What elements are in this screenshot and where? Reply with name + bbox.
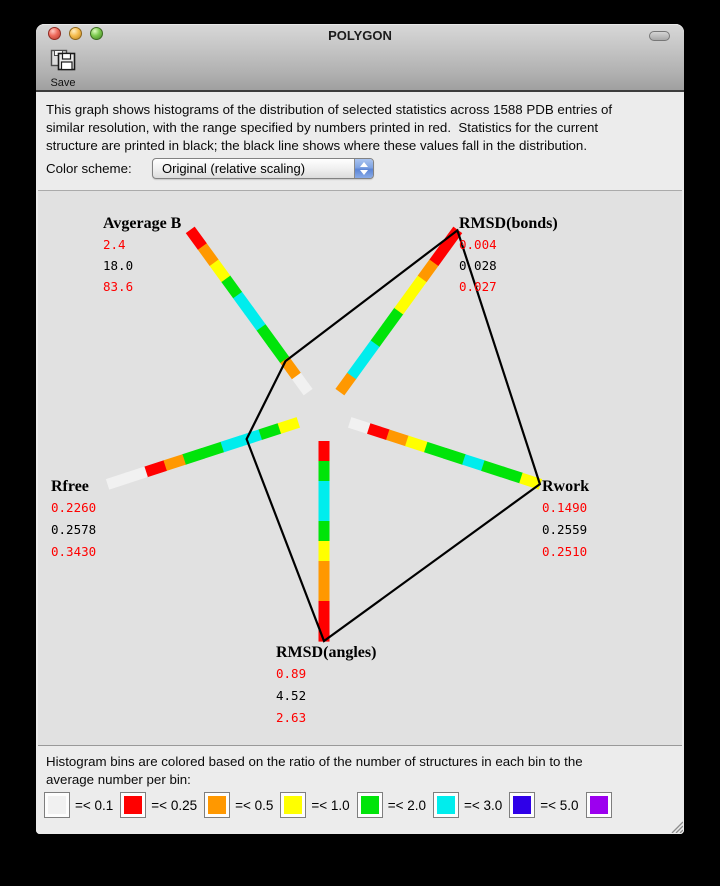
zoom-button[interactable] bbox=[90, 27, 103, 40]
polygon-chart bbox=[38, 190, 682, 746]
axis-current-value: 0.2559 bbox=[542, 522, 588, 537]
axis-max-value: 0.3430 bbox=[51, 544, 97, 559]
legend-row bbox=[44, 792, 612, 818]
save-button[interactable] bbox=[44, 48, 82, 89]
legend-label-1: =< 0.1 bbox=[75, 797, 114, 813]
axis-current-value: 4.52 bbox=[276, 688, 307, 703]
histogram-segment bbox=[106, 473, 129, 490]
legend-label-2: =< 0.25 bbox=[151, 797, 198, 813]
legend-swatch-5 bbox=[357, 792, 383, 818]
legend-description-line-2: average number per bin: bbox=[46, 772, 191, 787]
axis-label: Rfree bbox=[51, 478, 89, 495]
resize-grip[interactable] bbox=[669, 819, 683, 833]
color-scheme-selected-value: Original (relative scaling) bbox=[162, 161, 306, 176]
axis-block-rfree bbox=[51, 478, 97, 559]
axis-label: Rwork bbox=[542, 478, 590, 495]
histogram-segment bbox=[319, 501, 330, 522]
polygon-window bbox=[36, 24, 684, 834]
histogram-segment bbox=[201, 442, 224, 459]
histogram-segment bbox=[481, 460, 504, 477]
window-header bbox=[36, 24, 684, 92]
description-panel bbox=[36, 94, 684, 190]
histogram-segment bbox=[319, 601, 330, 622]
legend-swatch-2 bbox=[120, 792, 146, 818]
histogram-segment bbox=[319, 441, 330, 462]
axis-block-rmsd-angles- bbox=[276, 644, 377, 725]
legend-label-5: =< 2.0 bbox=[387, 797, 426, 813]
axis-current-value: 0.028 bbox=[459, 258, 497, 273]
save-floppy-icon bbox=[49, 48, 77, 77]
chart-canvas bbox=[38, 191, 682, 747]
histogram-segment bbox=[424, 442, 447, 459]
legend-swatch-1 bbox=[44, 792, 70, 818]
histogram-segment bbox=[319, 521, 330, 542]
axis-label: RMSD(bonds) bbox=[459, 215, 558, 232]
histogram-segment bbox=[125, 467, 148, 484]
legend-panel bbox=[36, 746, 684, 834]
close-button[interactable] bbox=[48, 27, 61, 40]
legend-label-3: =< 0.5 bbox=[235, 797, 274, 813]
histogram-segment bbox=[386, 429, 409, 446]
legend-swatch-7 bbox=[509, 792, 535, 818]
histogram-segment bbox=[144, 460, 167, 477]
description-line-1: This graph shows histograms of the distribution of selected statistics across 1588 PDB entries of bbox=[46, 102, 613, 117]
histogram-segment bbox=[405, 436, 428, 453]
axis-label: RMSD(angles) bbox=[276, 644, 377, 661]
legend-swatch-3 bbox=[204, 792, 230, 818]
histogram-segment bbox=[319, 541, 330, 562]
color-scheme-label: Color scheme: bbox=[46, 161, 132, 176]
toolbar-toggle-button[interactable] bbox=[649, 31, 670, 41]
axis-label: Avgerage B bbox=[103, 215, 182, 232]
axis-min-value: 0.2260 bbox=[51, 500, 97, 515]
axis-block-avgerage-b bbox=[103, 215, 182, 294]
legend-label-4: =< 1.0 bbox=[311, 797, 350, 813]
histogram-segment bbox=[182, 448, 205, 465]
axis-min-value: 0.004 bbox=[459, 237, 497, 252]
axis-max-value: 2.63 bbox=[276, 710, 307, 725]
histogram-segment bbox=[367, 423, 390, 440]
legend-label-6: =< 3.0 bbox=[463, 797, 503, 813]
legend-label-7: =< 5.0 bbox=[540, 797, 579, 813]
histogram-segment bbox=[319, 581, 330, 602]
axis-current-value: 18.0 bbox=[103, 258, 134, 273]
axis-min-value: 0.1490 bbox=[542, 500, 588, 515]
axis-block-rmsd-bonds- bbox=[459, 215, 558, 294]
axis-max-value: 0.2510 bbox=[542, 544, 588, 559]
histogram-segment bbox=[319, 461, 330, 482]
axis-block-rwork bbox=[542, 478, 590, 559]
histogram-segment bbox=[319, 561, 330, 582]
description-line-2: similar resolution, with the range specified by numbers printed in red. Statistics for the current bbox=[46, 120, 599, 135]
axis-current-value: 0.2578 bbox=[51, 522, 97, 537]
axis-max-value: 83.6 bbox=[103, 279, 134, 294]
color-scheme-dropdown[interactable] bbox=[152, 158, 374, 179]
histogram-segment bbox=[258, 423, 281, 440]
histogram-segment bbox=[443, 448, 466, 465]
histogram-segment bbox=[462, 454, 485, 471]
window-title: POLYGON bbox=[328, 28, 392, 43]
window-content bbox=[36, 94, 684, 834]
save-button-label: Save bbox=[50, 77, 76, 89]
histogram-segment bbox=[163, 454, 186, 471]
description-line-3: structure are printed in black; the black line shows where these values fall in the distribution. bbox=[46, 138, 588, 153]
dropdown-stepper-icon bbox=[354, 159, 373, 178]
axis-min-value: 0.89 bbox=[276, 666, 307, 681]
histogram-segment bbox=[500, 467, 523, 484]
histogram-segment bbox=[319, 481, 330, 502]
title-bar[interactable] bbox=[36, 24, 684, 46]
legend-swatch-8 bbox=[586, 792, 612, 818]
legend-swatch-4 bbox=[280, 792, 306, 818]
legend-swatch-6 bbox=[433, 792, 459, 818]
histogram-segment bbox=[220, 436, 243, 453]
axis-min-value: 2.4 bbox=[103, 237, 126, 252]
minimize-button[interactable] bbox=[69, 27, 82, 40]
histogram-segment bbox=[277, 417, 300, 434]
histogram-segment bbox=[348, 417, 371, 434]
axis-max-value: 0.027 bbox=[459, 279, 497, 294]
legend-description-line-1: Histogram bins are colored based on the ratio of the number of structures in each bin to the bbox=[46, 754, 583, 769]
